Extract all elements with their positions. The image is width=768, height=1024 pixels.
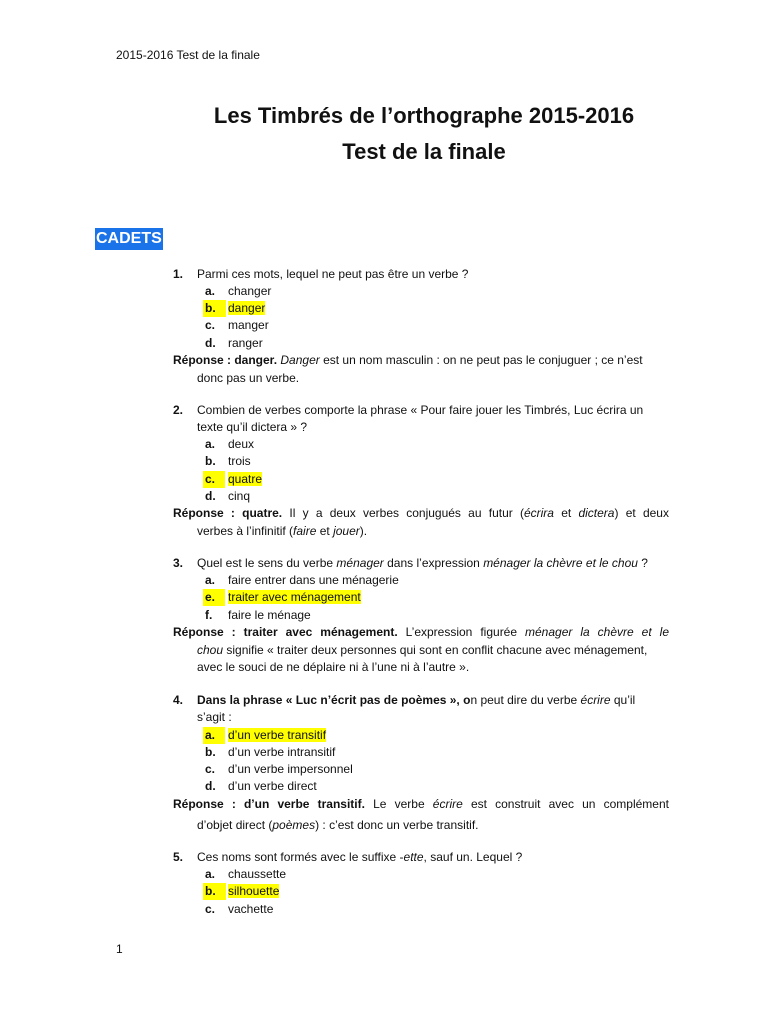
option-text: faire entrer dans une ménagerie: [228, 573, 399, 587]
option-text: cinq: [228, 489, 251, 503]
answer-line: Réponse : d’un verbe transitif. Le verbe écrire est construit avec un complément: [173, 797, 669, 811]
answer-line: chou signifie « traiter deux personnes qui sont en conflit chacune avec ménagement,: [197, 643, 648, 657]
option-letter: d.: [205, 336, 216, 350]
question-text: Quel est le sens du verbe ménager dans l’expression ménager la chèvre et le chou ?: [197, 556, 648, 570]
option-text-correct: d’un verbe transitif: [228, 728, 327, 742]
option-text: changer: [228, 284, 272, 298]
option-letter-correct: b.: [203, 883, 226, 900]
option-text: chaussette: [228, 867, 287, 881]
answer-label: Réponse : danger.: [173, 353, 278, 367]
option-letter: d.: [205, 489, 216, 503]
answer-label: Réponse : traiter avec ménagement.: [173, 625, 398, 639]
option-letter: a.: [205, 573, 216, 587]
question-number: 4.: [173, 693, 184, 707]
option-text-correct: danger: [228, 301, 266, 315]
question-number: 1.: [173, 267, 184, 281]
answer-line: Réponse : quatre. Il y a deux verbes conjugués au futur (écrira et dictera) et deux: [173, 506, 669, 520]
question-text: s’agit :: [197, 710, 232, 724]
option-letter: d.: [205, 779, 216, 793]
option-text: manger: [228, 318, 269, 332]
question-number: 3.: [173, 556, 184, 570]
option-text: d’un verbe impersonnel: [228, 762, 353, 776]
document-subtitle: Test de la finale: [342, 139, 506, 164]
question-text: texte qu’il dictera » ?: [197, 420, 308, 434]
answer-line: avec le souci de ne déplaire ni à l’une ni à l’autre ».: [197, 660, 470, 674]
option-text-correct: silhouette: [228, 884, 280, 898]
question-text: Dans la phrase « Luc n’écrit pas de poèmes », on peut dire du verbe écrire qu’il: [197, 693, 636, 707]
option-letter: c.: [205, 318, 216, 332]
answer-line: verbes à l’infinitif (faire et jouer).: [197, 524, 368, 538]
question-number: 2.: [173, 403, 184, 417]
section-heading-cadets: CADETS: [95, 228, 163, 250]
question-text: Ces noms sont formés avec le suffixe -ette, sauf un. Lequel ?: [197, 850, 523, 864]
answer-label: Réponse : d’un verbe transitif.: [173, 797, 365, 811]
option-letter: a.: [205, 867, 216, 881]
answer-line: donc pas un verbe.: [197, 371, 300, 385]
page-number: 1: [116, 942, 123, 956]
option-letter: c.: [205, 902, 216, 916]
answer-line: Réponse : danger. Danger est un nom masculin : on ne peut pas le conjuguer ; ce n’est: [173, 353, 643, 367]
option-letter-correct: b.: [203, 300, 226, 317]
answer-line: d’objet direct (poèmes) : c’est donc un verbe transitif.: [197, 818, 479, 832]
option-letter-correct: e.: [203, 589, 225, 606]
option-letter-correct: c.: [203, 471, 225, 488]
option-letter: b.: [205, 454, 216, 468]
option-text: deux: [228, 437, 255, 451]
question-text: Parmi ces mots, lequel ne peut pas être un verbe ?: [197, 267, 469, 281]
answer-line: Réponse : traiter avec ménagement. L’expression figurée ménager la chèvre et le: [173, 625, 670, 639]
option-letter: b.: [205, 745, 216, 759]
option-text: ranger: [228, 336, 263, 350]
option-text: d’un verbe direct: [228, 779, 317, 793]
option-letter-correct: a.: [203, 727, 225, 744]
page-header: 2015-2016 Test de la finale: [116, 48, 260, 62]
option-text: vachette: [228, 902, 274, 916]
option-letter: f.: [205, 608, 213, 622]
option-text-correct: quatre: [228, 472, 263, 486]
option-letter: a.: [205, 284, 216, 298]
option-text: faire le ménage: [228, 608, 311, 622]
option-text-correct: traiter avec ménagement: [228, 590, 361, 604]
question-number: 5.: [173, 850, 184, 864]
question-text: Combien de verbes comporte la phrase « Pour faire jouer les Timbrés, Luc écrira un: [197, 403, 644, 417]
option-letter: c.: [205, 762, 216, 776]
option-text: trois: [228, 454, 251, 468]
document-title: Les Timbrés de l’orthographe 2015-2016: [213, 103, 635, 128]
answer-label: Réponse : quatre.: [173, 506, 283, 520]
option-letter: a.: [205, 437, 216, 451]
option-text: d’un verbe intransitif: [228, 745, 336, 759]
